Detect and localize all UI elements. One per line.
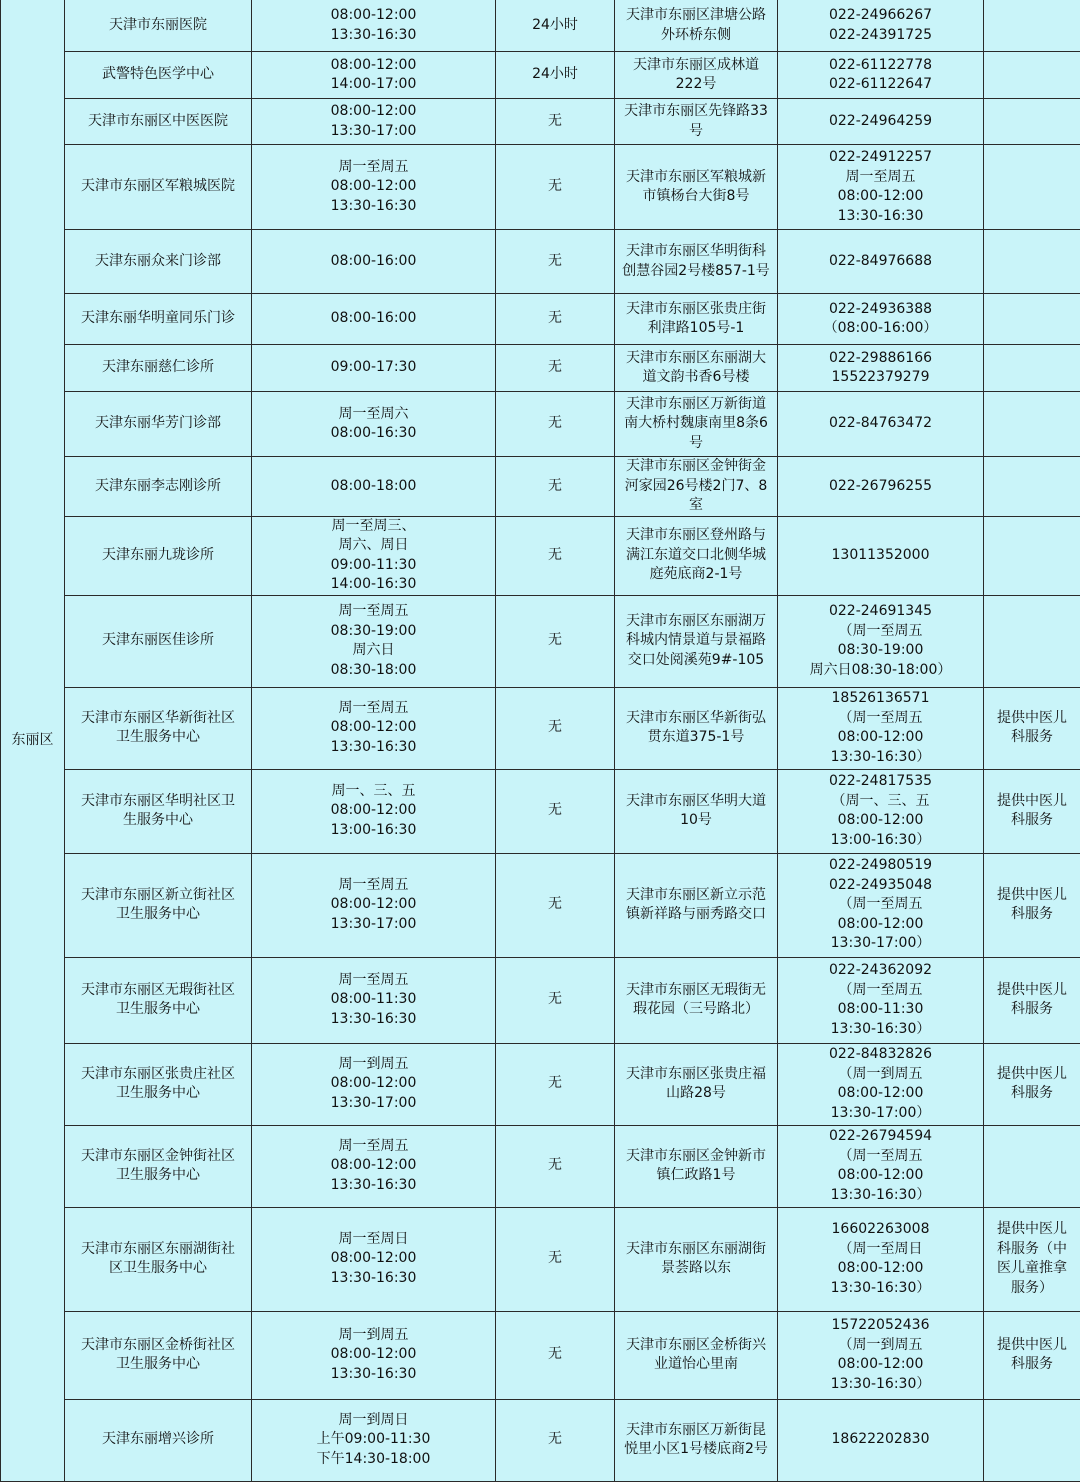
service-note: 提供中医儿 科服务 <box>984 1311 1080 1399</box>
outpatient-hours: 08:00-12:00 13:30-17:00 <box>252 99 496 145</box>
service-note <box>984 1125 1080 1207</box>
clinic-name: 天津东丽九珑诊所 <box>65 516 252 595</box>
table-row <box>1 392 1080 457</box>
service-note <box>984 145 1080 230</box>
clinic-name: 天津市东丽区金桥街社区 卫生服务中心 <box>65 1311 252 1399</box>
contact-phone: 18526136571 （周一至周五 08:00-12:00 13:30-16:30） <box>778 687 984 769</box>
clinic-name: 天津东丽慈仁诊所 <box>65 345 252 392</box>
clinic-address: 天津市东丽区华明大道 10号 <box>615 769 778 853</box>
clinic-address: 天津市东丽区万新街道 南大桥村魏康南里8条6 号 <box>615 392 778 457</box>
contact-phone: 13011352000 <box>778 516 984 595</box>
clinic-name: 天津东丽医佳诊所 <box>65 595 252 687</box>
service-note: 提供中医儿 科服务 <box>984 687 1080 769</box>
clinic-address: 天津市东丽区东丽湖大 道文韵书香6号楼 <box>615 345 778 392</box>
table-row <box>1 1125 1080 1207</box>
service-note <box>984 99 1080 145</box>
clinic-address: 天津市东丽区成林道 222号 <box>615 52 778 99</box>
clinic-name: 天津市东丽医院 <box>65 0 252 52</box>
emergency-service: 无 <box>496 294 615 345</box>
contact-phone: 022-84832826 （周一到周五 08:00-12:00 13:30-17:00） <box>778 1043 984 1125</box>
contact-phone: 022-24964259 <box>778 99 984 145</box>
contact-phone: 022-84763472 <box>778 392 984 457</box>
clinic-name: 天津市东丽区华新街社区 卫生服务中心 <box>65 687 252 769</box>
table-row <box>1 595 1080 687</box>
clinic-name: 天津市东丽区东丽湖街社 区卫生服务中心 <box>65 1207 252 1311</box>
emergency-service: 无 <box>496 595 615 687</box>
outpatient-hours: 周一至周五 08:00-11:30 13:30-16:30 <box>252 957 496 1043</box>
service-note <box>984 230 1080 294</box>
emergency-service: 无 <box>496 769 615 853</box>
contact-phone: 022-84976688 <box>778 230 984 294</box>
contact-phone: 022-24936388 （08:00-16:00） <box>778 294 984 345</box>
emergency-service: 无 <box>496 345 615 392</box>
contact-phone: 022-24362092 （周一至周五 08:00-11:30 13:30-16:30） <box>778 957 984 1043</box>
outpatient-hours: 周一至周三、 周六、周日 09:00-11:30 14:00-16:30 <box>252 516 496 595</box>
outpatient-hours: 周一至周五 08:00-12:00 13:30-16:30 <box>252 687 496 769</box>
emergency-service: 无 <box>496 99 615 145</box>
outpatient-hours: 08:00-12:00 14:00-17:00 <box>252 52 496 99</box>
table-row <box>1 516 1080 595</box>
clinic-name: 天津东丽众来门诊部 <box>65 230 252 294</box>
clinic-address: 天津市东丽区东丽湖街 景荟路以东 <box>615 1207 778 1311</box>
clinic-address: 天津市东丽区金钟新市 镇仁政路1号 <box>615 1125 778 1207</box>
service-note: 提供中医儿 科服务 <box>984 957 1080 1043</box>
service-note <box>984 1399 1080 1481</box>
outpatient-hours: 周一至周六 08:00-16:30 <box>252 392 496 457</box>
clinic-address: 天津市东丽区金桥街兴 业道怡心里南 <box>615 1311 778 1399</box>
clinic-name: 天津市东丽区新立街社区 卫生服务中心 <box>65 853 252 957</box>
table-row <box>1 0 1080 52</box>
table-row <box>1 853 1080 957</box>
service-note: 提供中医儿 科服务（中 医儿童推拿 服务） <box>984 1207 1080 1311</box>
outpatient-hours: 周一到周五 08:00-12:00 13:30-16:30 <box>252 1311 496 1399</box>
contact-phone: 022-24980519 022-24935048 （周一至周五 08:00-12:00 13:30-17:00） <box>778 853 984 957</box>
outpatient-hours: 周一至周五 08:00-12:00 13:30-16:30 <box>252 145 496 230</box>
clinic-address: 天津市东丽区华明街科 创慧谷园2号楼857-1号 <box>615 230 778 294</box>
contact-phone: 18622202830 <box>778 1399 984 1481</box>
outpatient-hours: 08:00-16:00 <box>252 294 496 345</box>
clinic-name: 天津市东丽区军粮城医院 <box>65 145 252 230</box>
table-row <box>1 1399 1080 1481</box>
outpatient-hours: 08:00-12:00 13:30-16:30 <box>252 0 496 52</box>
table-row <box>1 52 1080 99</box>
clinic-address: 天津市东丽区张贵庄福 山路28号 <box>615 1043 778 1125</box>
clinic-address: 天津市东丽区无瑕街无 瑕花园（三号路北） <box>615 957 778 1043</box>
clinic-address: 天津市东丽区新立示范 镇新祥路与丽秀路交口 <box>615 853 778 957</box>
clinic-name: 天津市东丽区无瑕街社区 卫生服务中心 <box>65 957 252 1043</box>
clinic-name: 天津市东丽区张贵庄社区 卫生服务中心 <box>65 1043 252 1125</box>
table-row <box>1 1311 1080 1399</box>
table-row <box>1 769 1080 853</box>
service-note <box>984 345 1080 392</box>
contact-phone: 022-61122778 022-61122647 <box>778 52 984 99</box>
contact-phone: 022-24817535 （周一、三、五 08:00-12:00 13:00-16:30） <box>778 769 984 853</box>
service-note: 提供中医儿 科服务 <box>984 853 1080 957</box>
outpatient-hours: 周一至周五 08:30-19:00 周六日 08:30-18:00 <box>252 595 496 687</box>
service-note <box>984 392 1080 457</box>
emergency-service: 无 <box>496 957 615 1043</box>
table-row <box>1 457 1080 517</box>
emergency-service: 无 <box>496 687 615 769</box>
table-row <box>1 145 1080 230</box>
clinic-name: 天津市东丽区中医医院 <box>65 99 252 145</box>
service-note <box>984 516 1080 595</box>
clinic-address: 天津市东丽区张贵庄街 利津路105号-1 <box>615 294 778 345</box>
service-note <box>984 457 1080 517</box>
service-note <box>984 52 1080 99</box>
table-row <box>1 294 1080 345</box>
clinic-name: 武警特色医学中心 <box>65 52 252 99</box>
emergency-service: 无 <box>496 853 615 957</box>
clinic-name: 天津东丽华明童同乐门诊 <box>65 294 252 345</box>
service-note: 提供中医儿 科服务 <box>984 769 1080 853</box>
outpatient-hours: 09:00-17:30 <box>252 345 496 392</box>
emergency-service: 无 <box>496 516 615 595</box>
table-row <box>1 99 1080 145</box>
table-row <box>1 1207 1080 1311</box>
emergency-service: 无 <box>496 1043 615 1125</box>
clinic-address: 天津市东丽区金钟街金 河家园26号楼2门7、8 室 <box>615 457 778 517</box>
table-row <box>1 345 1080 392</box>
contact-phone: 022-26796255 <box>778 457 984 517</box>
emergency-service: 24小时 <box>496 52 615 99</box>
contact-phone: 15722052436 （周一到周五 08:00-12:00 13:30-16:30） <box>778 1311 984 1399</box>
table-row <box>1 1043 1080 1125</box>
clinic-address: 天津市东丽区华新街弘 贯东道375-1号 <box>615 687 778 769</box>
service-note <box>984 595 1080 687</box>
service-note: 提供中医儿 科服务 <box>984 1043 1080 1125</box>
emergency-service: 24小时 <box>496 0 615 52</box>
outpatient-hours: 周一、三、五 08:00-12:00 13:00-16:30 <box>252 769 496 853</box>
contact-phone: 16602263008 （周一至周日 08:00-12:00 13:30-16:30） <box>778 1207 984 1311</box>
contact-phone: 022-26794594 （周一至周五 08:00-12:00 13:30-16:30） <box>778 1125 984 1207</box>
outpatient-hours: 08:00-18:00 <box>252 457 496 517</box>
emergency-service: 无 <box>496 145 615 230</box>
service-note <box>984 294 1080 345</box>
clinic-name: 天津东丽李志刚诊所 <box>65 457 252 517</box>
service-note <box>984 0 1080 52</box>
emergency-service: 无 <box>496 230 615 294</box>
table-row <box>1 687 1080 769</box>
clinic-address: 天津市东丽区万新街昆 悦里小区1号楼底商2号 <box>615 1399 778 1481</box>
contact-phone: 022-24912257 周一至周五 08:00-12:00 13:30-16:30 <box>778 145 984 230</box>
district-cell: 东丽区 <box>1 0 65 1481</box>
outpatient-hours: 周一到周五 08:00-12:00 13:30-17:00 <box>252 1043 496 1125</box>
clinic-address: 天津市东丽区东丽湖万 科城内情景道与景福路 交口处阅溪苑9#-105 <box>615 595 778 687</box>
contact-phone: 022-29886166 15522379279 <box>778 345 984 392</box>
emergency-service: 无 <box>496 392 615 457</box>
clinic-address: 天津市东丽区军粮城新 市镇杨台大街8号 <box>615 145 778 230</box>
clinic-name: 天津市东丽区华明社区卫 生服务中心 <box>65 769 252 853</box>
emergency-service: 无 <box>496 1125 615 1207</box>
clinic-address: 天津市东丽区津塘公路 外环桥东侧 <box>615 0 778 52</box>
outpatient-hours: 周一至周五 08:00-12:00 13:30-16:30 <box>252 1125 496 1207</box>
clinic-name: 天津市东丽区金钟街社区 卫生服务中心 <box>65 1125 252 1207</box>
emergency-service: 无 <box>496 1311 615 1399</box>
outpatient-hours: 08:00-16:00 <box>252 230 496 294</box>
clinic-name: 天津东丽增兴诊所 <box>65 1399 252 1481</box>
outpatient-hours: 周一到周日 上午09:00-11:30 下午14:30-18:00 <box>252 1399 496 1481</box>
emergency-service: 无 <box>496 1399 615 1481</box>
outpatient-hours: 周一至周日 08:00-12:00 13:30-16:30 <box>252 1207 496 1311</box>
clinic-address: 天津市东丽区先锋路33 号 <box>615 99 778 145</box>
clinic-address: 天津市东丽区登州路与 满江东道交口北侧华城 庭苑底商2-1号 <box>615 516 778 595</box>
contact-phone: 022-24691345 （周一至周五 08:30-19:00 周六日08:30-18:00） <box>778 595 984 687</box>
emergency-service: 无 <box>496 457 615 517</box>
outpatient-hours: 周一至周五 08:00-12:00 13:30-17:00 <box>252 853 496 957</box>
table-row <box>1 230 1080 294</box>
emergency-service: 无 <box>496 1207 615 1311</box>
contact-phone: 022-24966267 022-24391725 <box>778 0 984 52</box>
table-row <box>1 957 1080 1043</box>
clinic-name: 天津东丽华芳门诊部 <box>65 392 252 457</box>
